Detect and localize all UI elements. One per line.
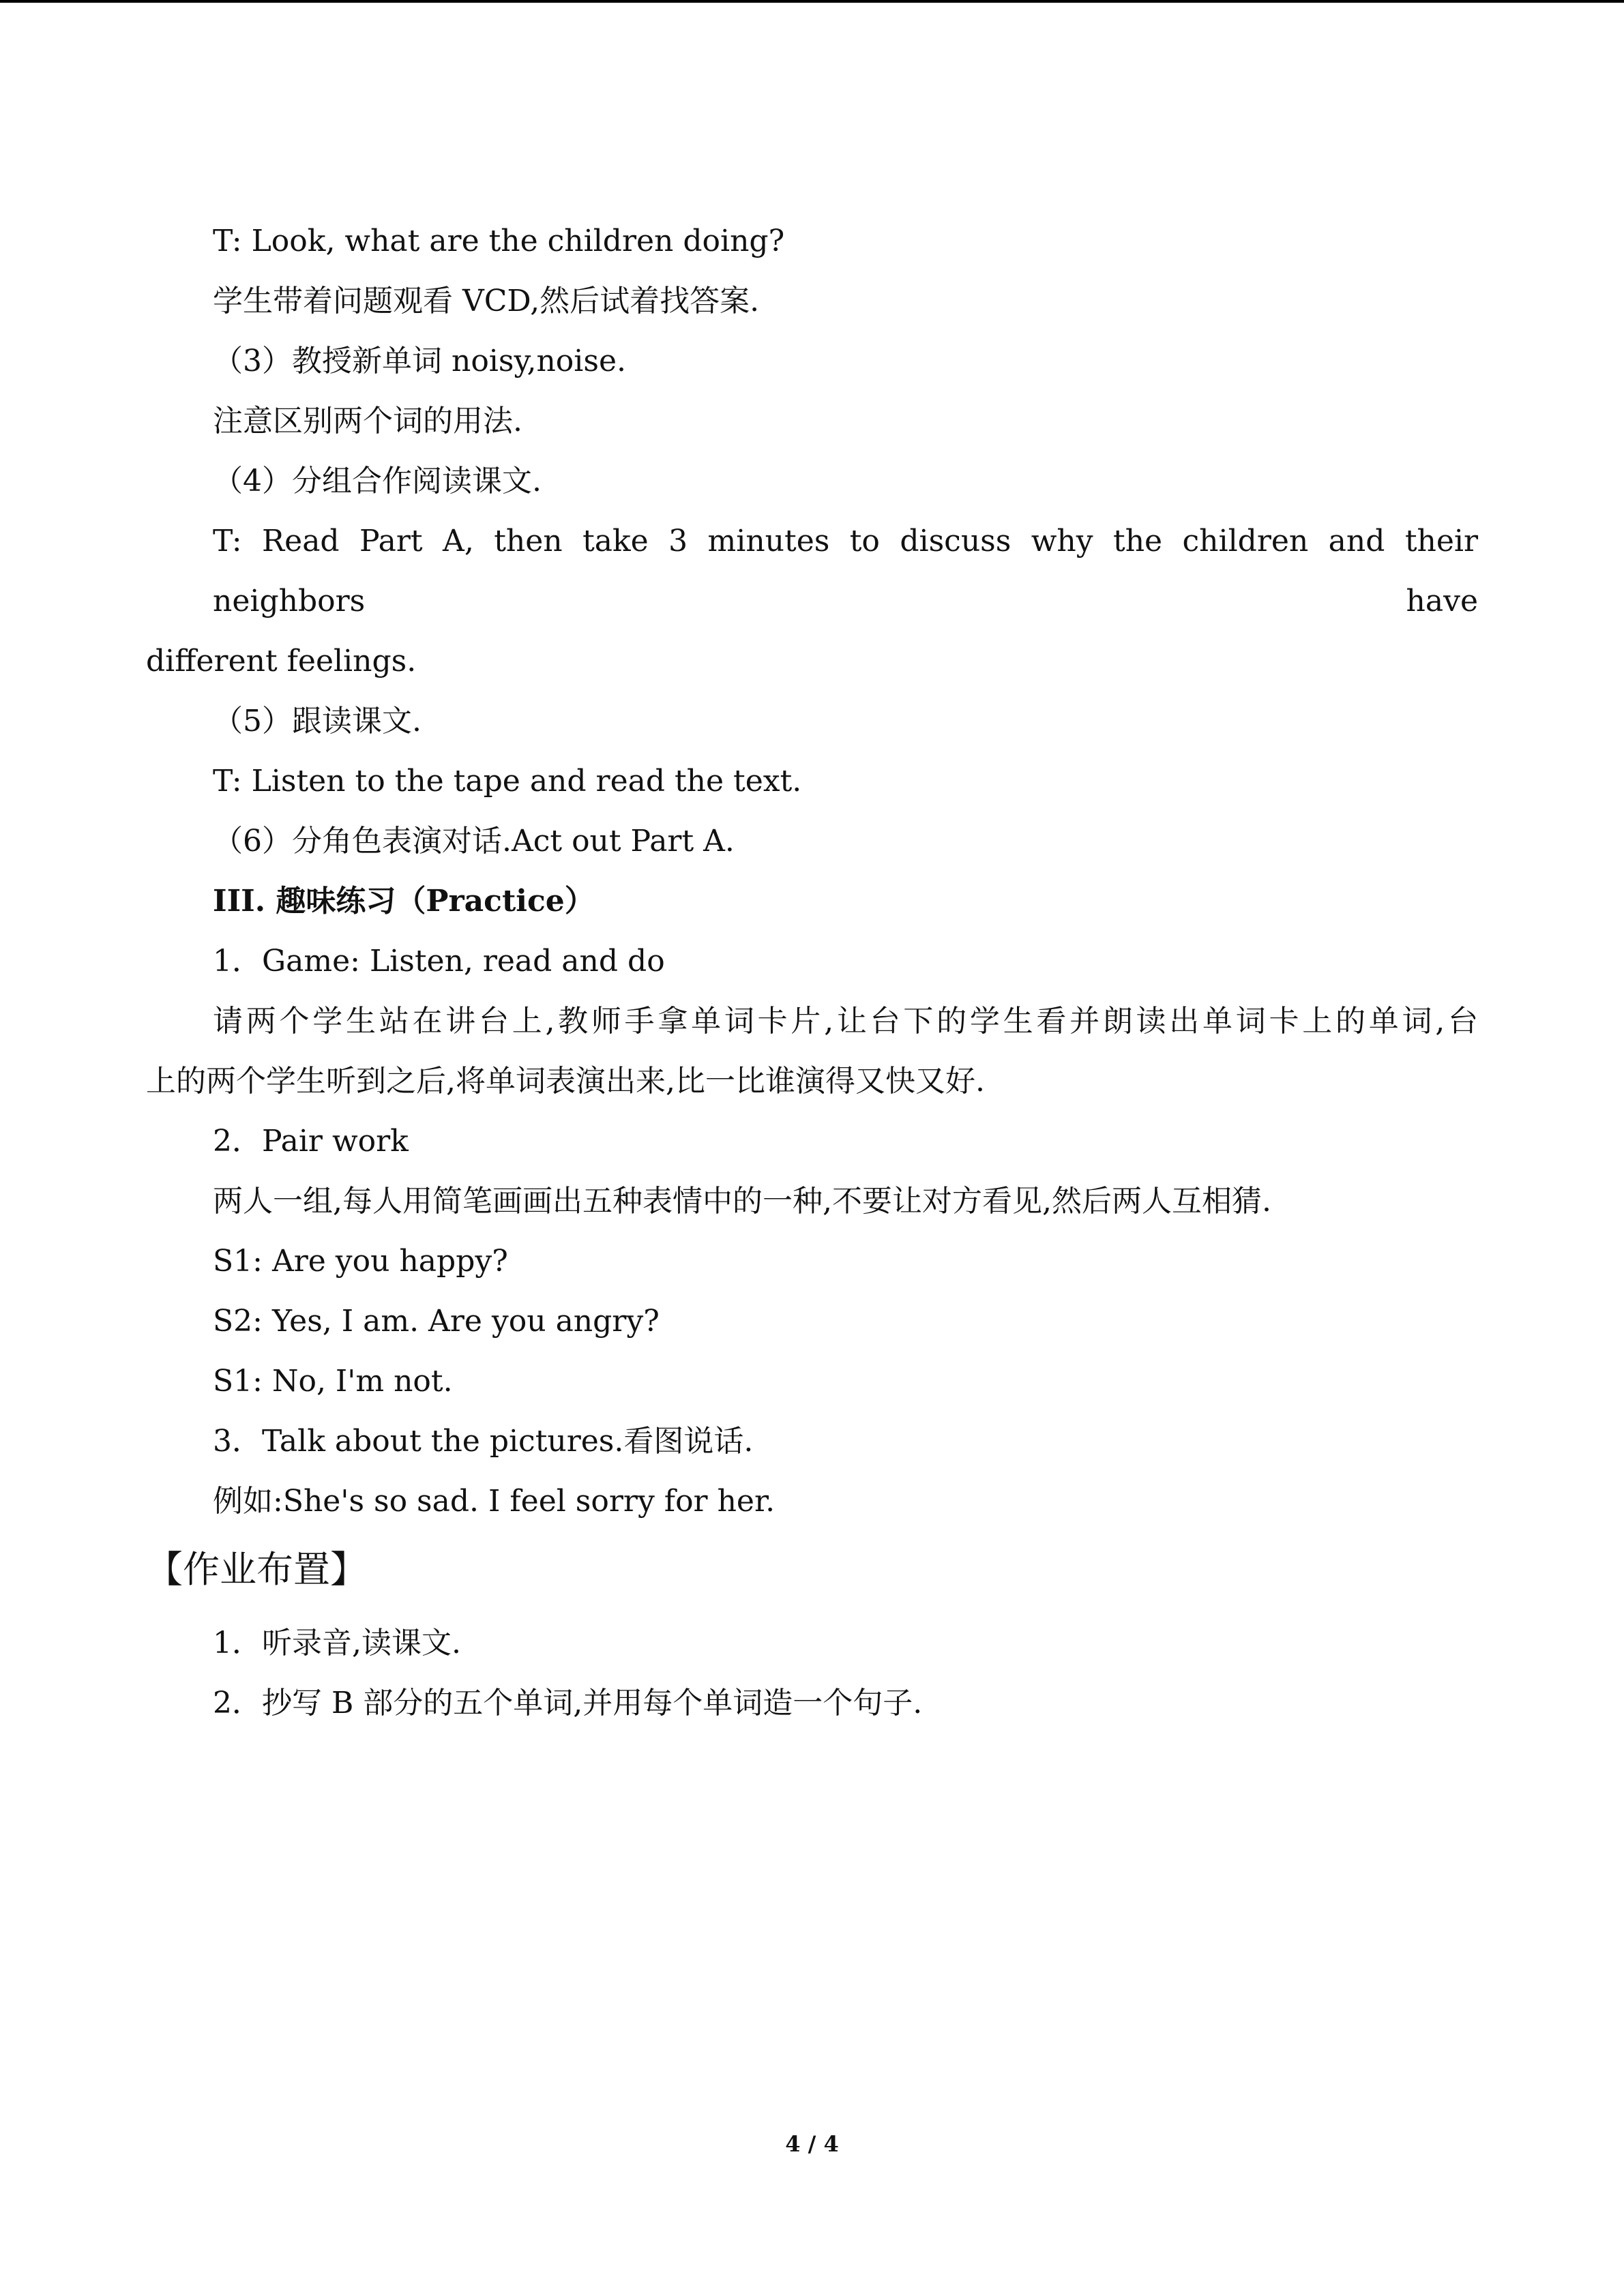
instruction-watch-vcd: 学生带着问题观看 VCD,然后试着找答案. xyxy=(213,284,760,318)
step-3-new-words: （3）教授新单词 noisy,noise. xyxy=(213,344,626,378)
step-5-follow-reading: （5）跟读课文. xyxy=(213,704,422,739)
activity-1-description-continued: 上的两个学生听到之后,将单词表演出来,比一比谁演得又快又好. xyxy=(146,1064,985,1099)
homework-item-1: 1．听录音,读课文. xyxy=(213,1626,461,1660)
document-body xyxy=(146,211,1478,1733)
activity-2-pair-work: 2．Pair work xyxy=(213,1124,409,1159)
homework-item-2: 2．抄写 B 部分的五个单词,并用每个单词造一个句子. xyxy=(213,1686,923,1720)
teacher-line-listen-tape: T: Listen to the tape and read the text. xyxy=(213,764,802,799)
activity-3-talk-about-pictures: 3．Talk about the pictures.看图说话. xyxy=(213,1424,754,1459)
dialogue-s1-question: S1: Are you happy? xyxy=(213,1244,508,1279)
section-heading-practice: III. 趣味练习（Practice） xyxy=(213,884,595,919)
step-4-group-reading: （4）分组合作阅读课文. xyxy=(213,464,542,498)
activity-1-game: 1．Game: Listen, read and do xyxy=(213,944,665,979)
teacher-line-read-part-a-continued: different feelings. xyxy=(146,644,417,679)
homework-heading: 【作业布置】 xyxy=(146,1548,367,1591)
page-number: 4 / 4 xyxy=(785,2131,839,2157)
teacher-line-read-part-a: T: Read Part A, then take 3 minutes to discuss why the children and their neighbors have xyxy=(213,524,1478,618)
activity-3-example: 例如:She's so sad. I feel sorry for her. xyxy=(213,1484,776,1519)
top-border-line xyxy=(0,0,1624,3)
activity-1-description: 请两个学生站在讲台上,教师手拿单词卡片,让台下的学生看并朗读出单词卡上的单词,台 xyxy=(213,1004,1478,1039)
step-6-act-out: （6）分角色表演对话.Act out Part A. xyxy=(213,824,735,859)
dialogue-s1-answer: S1: No, I'm not. xyxy=(213,1364,453,1399)
activity-2-description: 两人一组,每人用简笔画画出五种表情中的一种,不要让对方看见,然后两人互相猜. xyxy=(213,1184,1271,1219)
dialogue-s2-answer: S2: Yes, I am. Are you angry? xyxy=(213,1304,660,1339)
instruction-word-usage: 注意区别两个词的用法. xyxy=(213,404,522,438)
teacher-line-look: T: Look, what are the children doing? xyxy=(213,224,785,258)
